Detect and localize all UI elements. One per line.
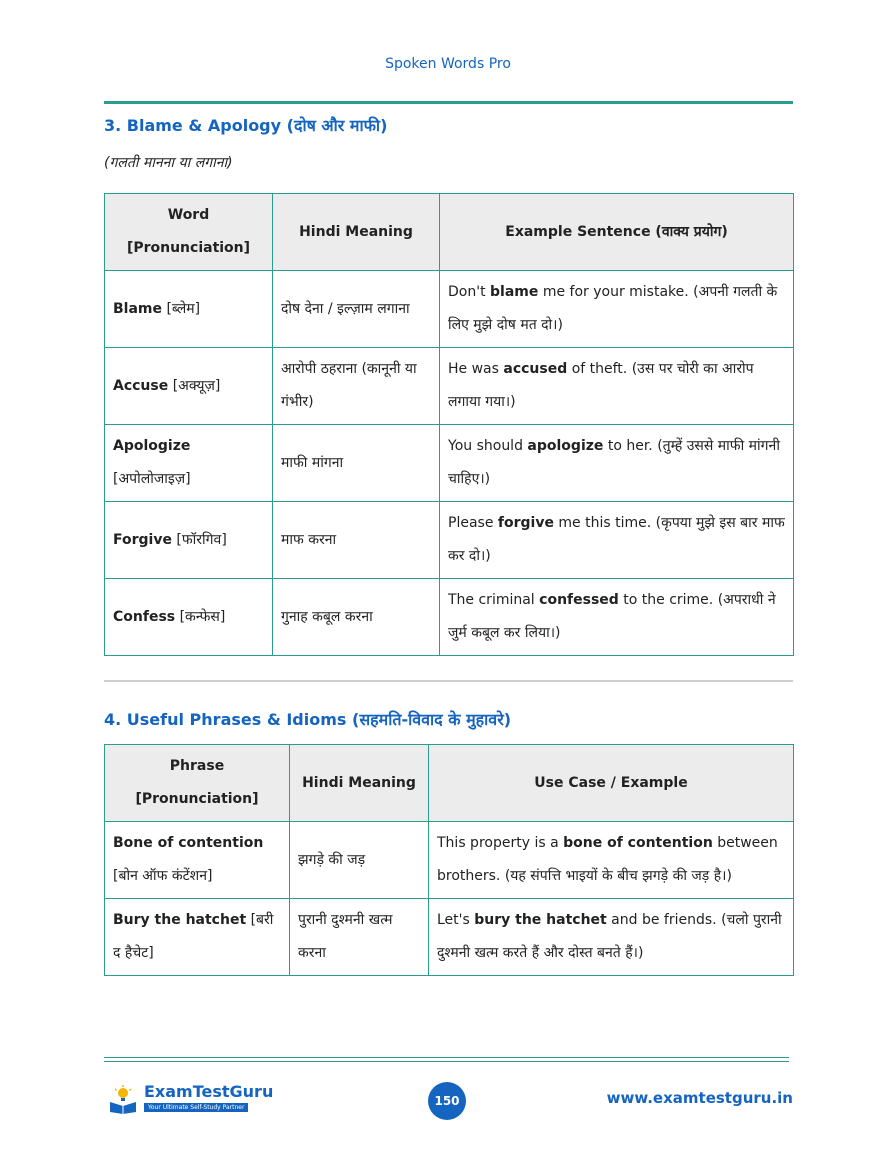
example-cell: You should apologize to her. (तुम्हें उससे माफी मांगनी चाहिए।) — [440, 425, 794, 502]
table-row — [105, 502, 794, 579]
logo-tagline: Your Ultimate Self-Study Partner — [144, 1103, 248, 1112]
word-cell: Apologize [अपोलोजाइज़] — [105, 425, 273, 502]
column-header-meaning: Hindi Meaning — [290, 745, 429, 822]
footer-divider — [104, 1057, 789, 1062]
header-divider — [104, 101, 793, 104]
table-row — [105, 899, 794, 976]
header-title: Spoken Words Pro — [385, 56, 511, 72]
meaning-cell: गुनाह कबूल करना — [273, 579, 440, 656]
section3-title: 3. Blame & Apology (दोष और माफी) — [104, 116, 388, 135]
example-cell: He was accused of theft. (उस पर चोरी का आरोप लगाया गया।) — [440, 348, 794, 425]
column-header-meaning: Hindi Meaning — [273, 194, 440, 271]
word-cell: Blame [ब्लेम] — [105, 271, 273, 348]
example-cell: Please forgive me this time. (कृपया मुझे इस बार माफ कर दो।) — [440, 502, 794, 579]
column-header-word: Word [Pronunciation] — [105, 194, 273, 271]
meaning-cell: पुरानी दुश्मनी खत्म करना — [290, 899, 429, 976]
phrase-cell: Bury the hatchet [बरी द हैचेट] — [105, 899, 290, 976]
word-cell: Accuse [अक्यूज़] — [105, 348, 273, 425]
meaning-cell: झगड़े की जड़ — [290, 822, 429, 899]
column-header-phrase: Phrase [Pronunciation] — [105, 745, 290, 822]
column-header-example: Use Case / Example — [429, 745, 794, 822]
table-row — [105, 271, 794, 348]
word-cell: Forgive [फॉरगिव] — [105, 502, 273, 579]
table-row — [105, 425, 794, 502]
website-link[interactable]: www.examtestguru.in — [606, 1089, 793, 1107]
example-cell: Don't blame me for your mistake. (अपनी गलती के लिए मुझे दोष मत दो।) — [440, 271, 794, 348]
column-header-example: Example Sentence (वाक्य प्रयोग) — [440, 194, 794, 271]
meaning-cell: माफी मांगना — [273, 425, 440, 502]
phrases-idioms-table — [104, 744, 794, 976]
section3-subtitle: (गलती मानना या लगाना) — [104, 155, 233, 171]
meaning-cell: आरोपी ठहराना (कानूनी या गंभीर) — [273, 348, 440, 425]
example-cell: Let's bury the hatchet and be friends. (चलो पुरानी दुश्मनी खत्म करते हैं और दोस्त बनते हैं।) — [429, 899, 794, 976]
table-row — [105, 579, 794, 656]
phrase-cell: Bone of contention [बोन ऑफ कंटेंशन] — [105, 822, 290, 899]
example-cell: The criminal confessed to the crime. (अपराधी ने जुर्म कबूल कर लिया।) — [440, 579, 794, 656]
blame-apology-table — [104, 193, 794, 656]
section-divider — [104, 680, 793, 682]
table-row — [105, 822, 794, 899]
book-bulb-icon — [108, 1084, 138, 1114]
table-row — [105, 348, 794, 425]
meaning-cell: माफ करना — [273, 502, 440, 579]
logo-name: ExamTestGuru — [144, 1082, 274, 1101]
word-cell: Confess [कन्फेस] — [105, 579, 273, 656]
example-cell: This property is a bone of contention between brothers. (यह संपत्ति भाइयों के बीच झगड़े की जड़ है।) — [429, 822, 794, 899]
section4-title: 4. Useful Phrases & Idioms (सहमति-विवाद के मुहावरे) — [104, 710, 512, 729]
table-header-row — [105, 194, 794, 271]
page-number-badge: 150 — [428, 1082, 466, 1120]
exam-test-guru-logo[interactable] — [108, 1082, 274, 1116]
meaning-cell: दोष देना / इल्ज़ाम लगाना — [273, 271, 440, 348]
table-header-row — [105, 745, 794, 822]
